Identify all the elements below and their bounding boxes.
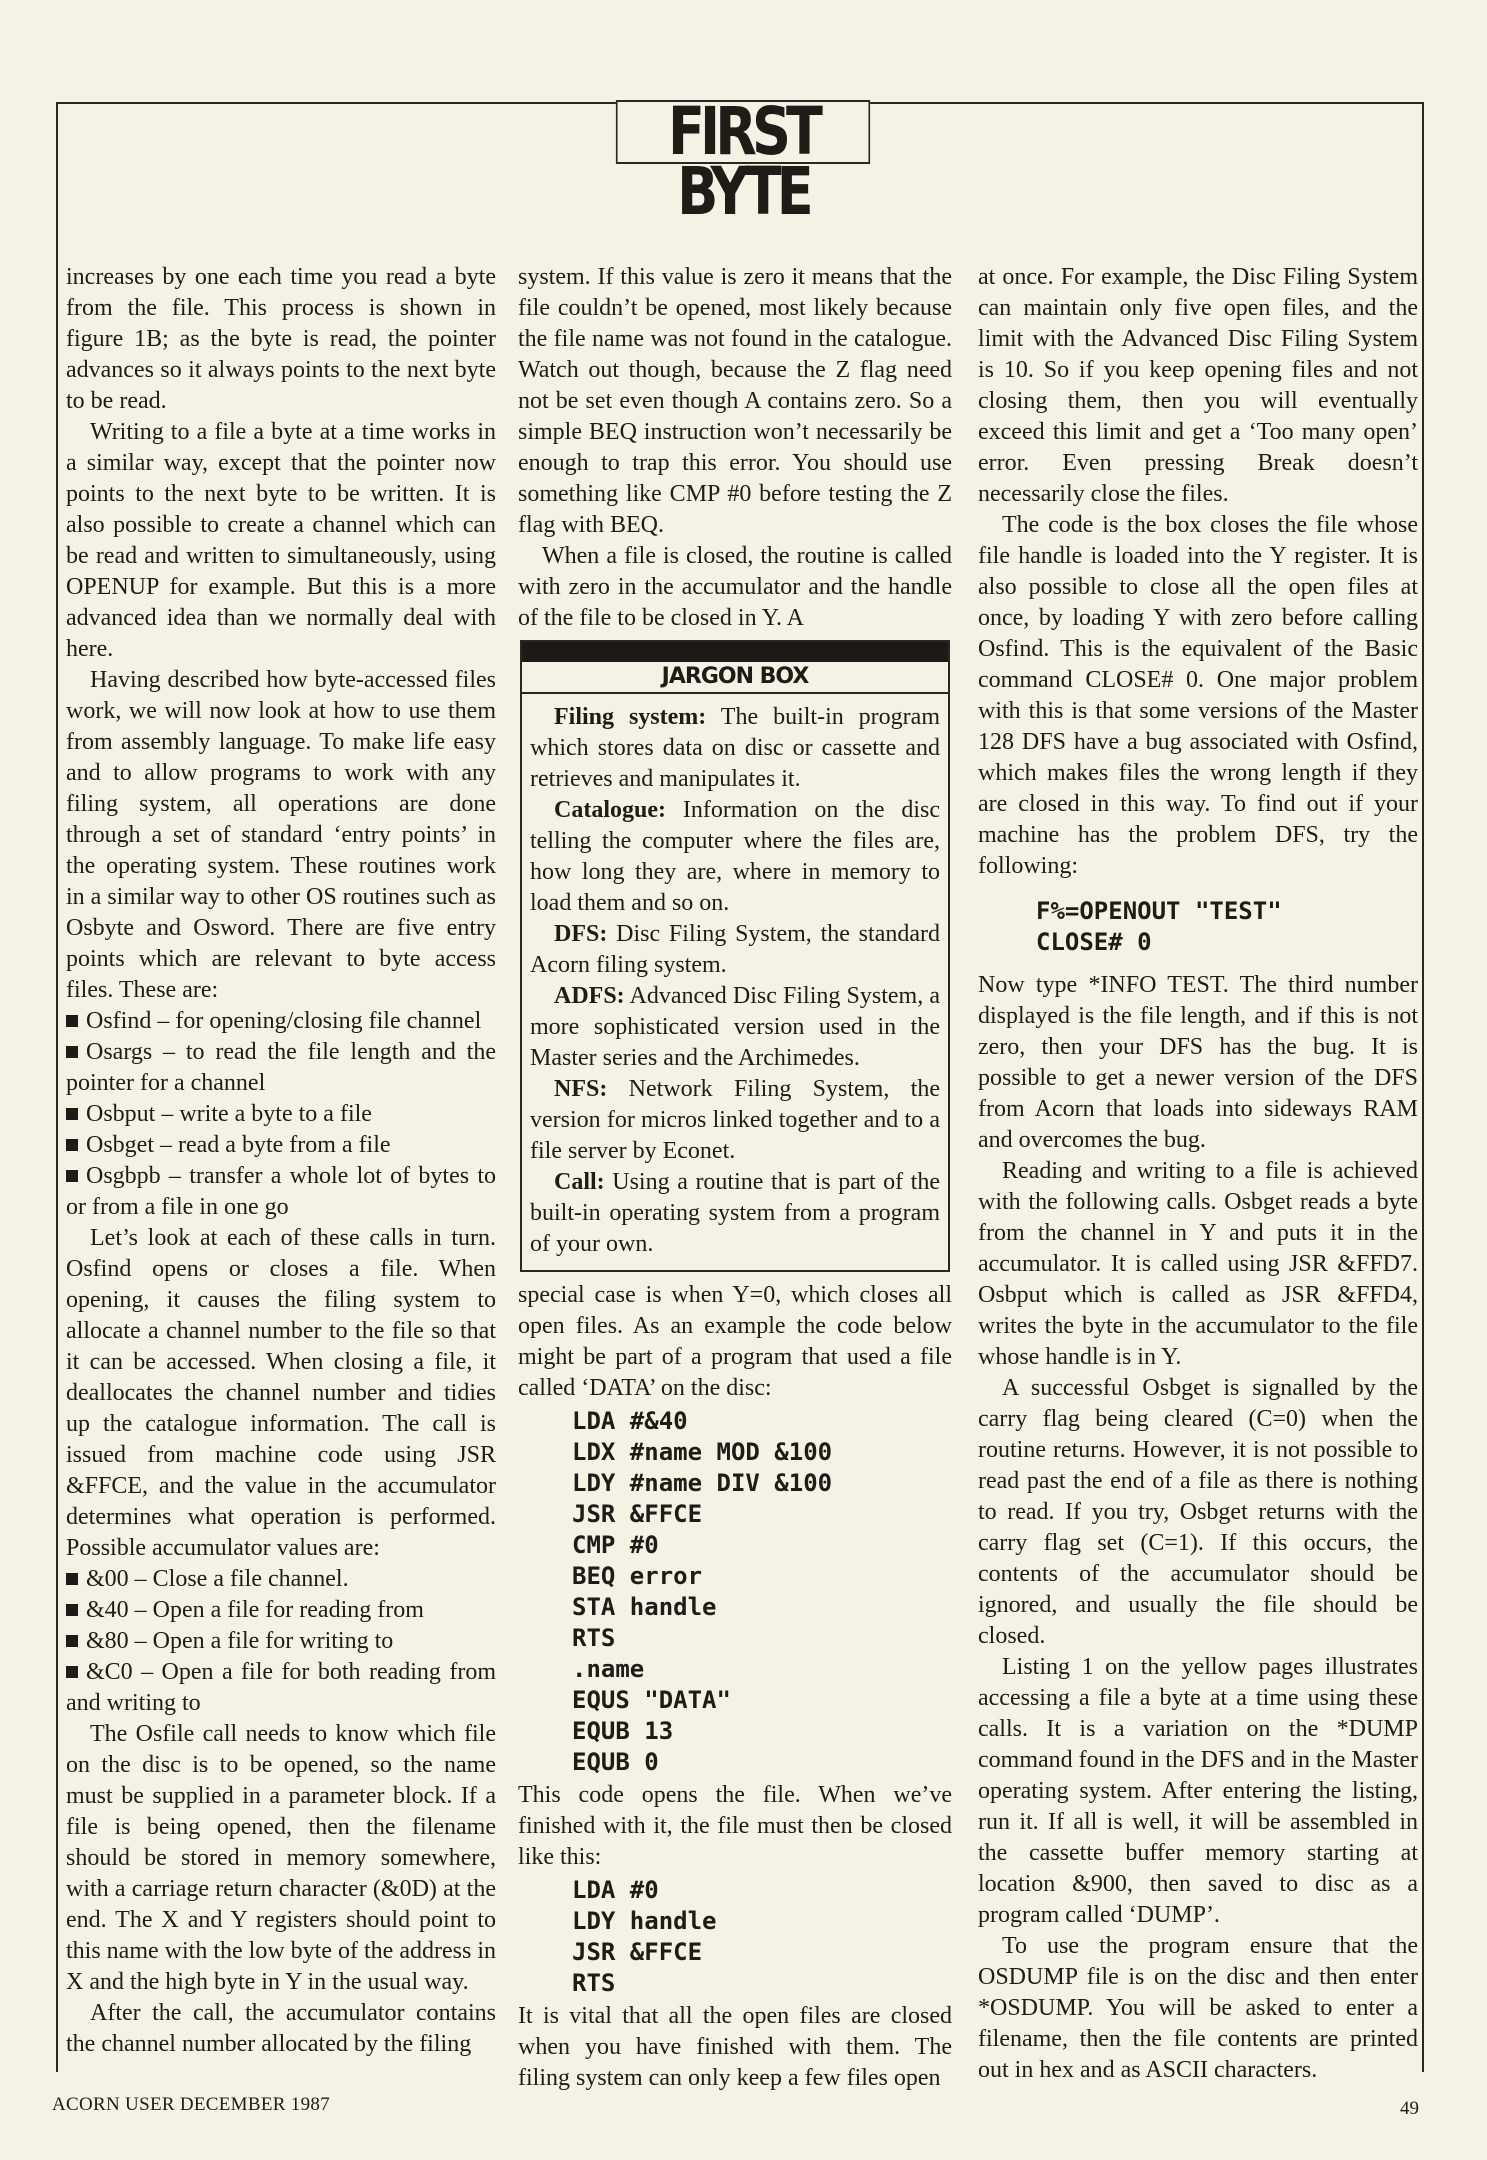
bullet-item: Osgbpb – transfer a whole lot of bytes to or from a file in one go <box>66 1163 496 1220</box>
bullet-square-icon <box>66 1015 78 1027</box>
paragraph: at once. For example, the Disc Filing System can maintain only five open files, and the limit with the Advanced Disc Filing System is 10. So if you keep opening files and not closing them, then you will eventually exceed this limit and get a ‘Too many open’ error. Even pressing Break doesn’t necessarily close the files. <box>978 264 1418 507</box>
jargon-box-bar <box>522 642 948 662</box>
magazine-footer: ACORN USER DECEMBER 1987 <box>52 2094 330 2115</box>
bullet-square-icon <box>66 1635 78 1647</box>
bullet-item: Osbget – read a byte from a file <box>66 1130 496 1161</box>
paragraph: Writing to a file a byte at a time works in a similar way, except that the pointer now points to the next byte to be written. It is also possible to create a channel which can be read and written to simultaneously, using OPENUP for example. But this is a more advanced idea than we normally deal with here. <box>66 419 496 662</box>
paragraph: increases by one each time you read a byte from the file. This process is shown in figure 1B; as the byte is read, the pointer advances so it always points to the next byte to be read. <box>66 264 496 414</box>
bullet-item: Osbput – write a byte to a file <box>66 1099 496 1130</box>
section-banner: FIRST BYTE <box>616 100 870 164</box>
jargon-box <box>520 640 950 1272</box>
paragraph: Let’s look at each of these calls in turn. Osfind opens or closes a file. When opening, it causes the filing system to allocate a channel number to the file so that it can be accessed. When closing a file, it deallocates the channel number and tidies up the catalogue information. The call is issued from machine code using JSR &FFCE, and the value in the accumulator determines what operation is performed. Possible accumulator values are: <box>66 1225 496 1561</box>
column-1 <box>66 262 496 2060</box>
paragraph: Reading and writing to a file is achieved with the following calls. Osbget reads a byte from the channel in Y and puts it in the accumulator. It is called using JSR &FFD7. Osbput which is called as JSR &FFD4, writes the byte in the accumulator to the file whose handle is in Y. <box>978 1158 1418 1370</box>
paragraph: When a file is closed, the routine is called with zero in the accumulator and the handle of the file to be closed in Y. A <box>518 543 952 631</box>
bullet-item: &80 – Open a file for writing to <box>66 1626 496 1657</box>
code-listing-test: F%=OPENOUT "TEST" CLOSE# 0 <box>1036 897 1282 956</box>
jargon-entry: Filing system: The built-in program which stores data on disc or cassette and retrieves and manipulates it. <box>530 704 940 792</box>
bullet-item: Osfind – for opening/closing file channel <box>66 1006 496 1037</box>
paragraph: A successful Osbget is signalled by the carry flag being cleared (C=0) when the routine returns. However, it is not possible to read past the end of a file as there is nothing to read. If you try, Osbget returns with the carry flag set (C=1). If this occurs, the contents of the accumulator should be ignored, and usually the file should be closed. <box>978 1375 1418 1649</box>
jargon-entry: DFS: Disc Filing System, the standard Acorn filing system. <box>530 921 940 978</box>
jargon-entry: ADFS: Advanced Disc Filing System, a more sophisticated version used in the Master series and the Archimedes. <box>530 983 940 1071</box>
paragraph: special case is when Y=0, which closes all open files. As an example the code below might be part of a program that used a file called ‘DATA’ on the disc: <box>518 1282 952 1401</box>
paragraph: system. If this value is zero it means that the file couldn’t be opened, most likely because the file name was not found in the catalogue. Watch out though, because the Z flag need not be set even though A contains zero. So a simple BEQ instruction won’t necessarily be enough to trap this error. You should use something like CMP #0 before testing the Z flag with BEQ. <box>518 264 952 538</box>
bullet-square-icon <box>66 1666 78 1678</box>
paragraph: This code opens the file. When we’ve finished with it, the file must then be closed like this: <box>518 1782 952 1870</box>
bullet-item: &40 – Open a file for reading from <box>66 1595 496 1626</box>
bullet-item: Osargs – to read the file length and the pointer for a channel <box>66 1039 496 1096</box>
jargon-entry: NFS: Network Filing System, the version for micros linked together and to a file server by Econet. <box>530 1076 940 1164</box>
column-3 <box>978 262 1418 2086</box>
bullet-square-icon <box>66 1108 78 1120</box>
code-listing-open: LDA #&40 LDX #name MOD &100 LDY #name DIV &100 JSR &FFCE CMP #0 BEQ error STA handle RTS .name EQUS "DATA" EQUB 13 EQUB 0 <box>572 1407 833 1776</box>
column-2 <box>518 262 952 2094</box>
bullet-item: &00 – Close a file channel. <box>66 1564 496 1595</box>
bullet-square-icon <box>66 1170 78 1182</box>
paragraph: The Osfile call needs to know which file on the disc is to be opened, so the name must be supplied in a parameter block. If a file is being opened, then the filename should be stored in memory somewhere, with a carriage return character (&0D) at the end. The X and Y registers should point to this name with the low byte of the address in X and the high byte in Y in the usual way. <box>66 1721 496 1995</box>
bullet-square-icon <box>66 1139 78 1151</box>
page-number: 49 <box>1400 2098 1419 2119</box>
paragraph: After the call, the accumulator contains the channel number allocated by the filing <box>66 2000 496 2057</box>
frame-left-rule <box>56 102 58 2072</box>
paragraph: Now type *INFO TEST. The third number displayed is the file length, and if this is not zero, then your DFS has the bug. It is possible to get a newer version of the DFS from Acorn that loads into sideways RAM and overcomes the bug. <box>978 972 1418 1153</box>
paragraph: The code is the box closes the file whose file handle is loaded into the Y register. It is also possible to close all the open files at once, by loading Y with zero before calling Osfind. This is the equivalent of the Basic command CLOSE# 0. One major problem with this is that some versions of the Master 128 DFS have a bug associated with Osfind, which makes files the wrong length if they are closed in this way. To find out if your machine has the problem DFS, try the following: <box>978 512 1418 879</box>
jargon-entry: Catalogue: Information on the disc telling the computer where the files are, how long they are, where in memory to load them and so on. <box>530 797 940 916</box>
bullet-item: &C0 – Open a file for both reading from and writing to <box>66 1659 496 1716</box>
jargon-entry: Call: Using a routine that is part of the built-in operating system from a program of your own. <box>530 1169 940 1257</box>
paragraph: Having described how byte-accessed files work, we will now look at how to use them from assembly language. To make life easy and to allow programs to work with any filing system, all operations are done through a set of standard ‘entry points’ in the operating system. These routines work in a similar way to other OS routines such as Osbyte and Osword. There are five entry points which are relevant to byte access files. These are: <box>66 667 496 1003</box>
paragraph: It is vital that all the open files are closed when you have finished with them. The filing system can only keep a few files open <box>518 2003 952 2091</box>
bullet-square-icon <box>66 1573 78 1585</box>
code-listing-close: LDA #0 LDY handle JSR &FFCE RTS <box>572 1876 717 1997</box>
bullet-square-icon <box>66 1046 78 1058</box>
jargon-box-title: JARGON BOX <box>522 662 948 694</box>
paragraph: To use the program ensure that the OSDUMP file is on the disc and then enter *OSDUMP. You will be asked to enter a filename, then the file contents are printed out in hex and as ASCII characters. <box>978 1933 1418 2083</box>
paragraph: Listing 1 on the yellow pages illustrates accessing a file a byte at a time using these calls. It is a variation on the *DUMP command found in the DFS and in the Master operating system. After entering the listing, run it. If all is well, it will be assembled in the cassette buffer memory starting at location &900, then saved to disc as a program called ‘DUMP’. <box>978 1654 1418 1928</box>
bullet-square-icon <box>66 1604 78 1616</box>
jargon-box-body <box>522 694 948 1270</box>
frame-right-rule <box>1422 102 1424 2072</box>
